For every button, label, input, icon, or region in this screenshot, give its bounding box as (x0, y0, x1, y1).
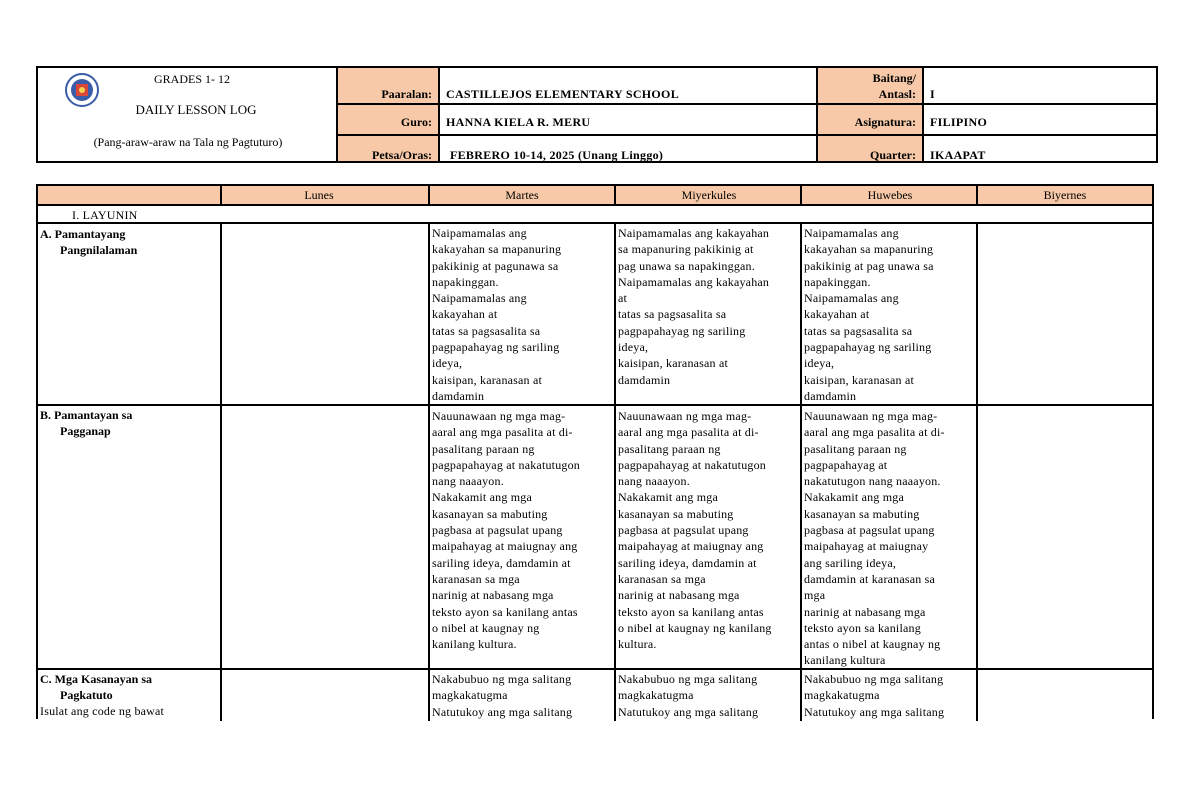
divider-row-b-c (38, 668, 1152, 670)
quarter-label: Quarter: (870, 148, 916, 162)
col-divider-1 (220, 222, 222, 721)
header-row-divider-1 (336, 103, 1156, 105)
guro-label: Guro: (400, 115, 432, 129)
row-a-label-line2: Pangnilalaman (60, 243, 138, 257)
lesson-plan-table (36, 184, 1154, 719)
row-c-huwebes-cell: Nakabubuo ng mga salitang magkakatugma Natutukoy ang mga salitang (804, 672, 945, 719)
row-b-label-line1: B. Pamantayan sa (40, 408, 133, 422)
row-a-miyerkules-cell: Naipamamalas ang kakayahan sa mapanuring pakikinig at pag unawa sa napakinggan. Naipamamalas ang kakayahan at tatas sa pagsasalita sa pagpapahayag ng sariling ideya, kaisipan, karanasan at damdamin (618, 226, 770, 387)
petsa-value: FEBRERO 10-14, 2025 (Unang Linggo) (450, 148, 664, 162)
quarter-value: IKAAPAT (930, 148, 986, 162)
col-divider-5 (976, 222, 978, 721)
col-divider-1-header (220, 186, 222, 204)
paaralan-label: Paaralan: (381, 87, 432, 101)
col-divider-3 (614, 222, 616, 721)
row-c-label-line3: Isulat ang code ng bawat (40, 704, 165, 718)
baitang-value: I (930, 87, 935, 101)
lesson-log-header (36, 66, 1158, 163)
col-divider-3-header (614, 186, 616, 204)
baitang-label-line2: Antasl: (878, 87, 916, 101)
row-a-martes-cell: Naipamamalas ang kakayahan sa mapanuring pakikinig at pagunawa sa napakinggan. Naipamamalas ang kakayahan at tatas sa pagsasalita sa pagpapahayag ng sariling ideya, kaisipan, karanasan at damdamin (432, 226, 562, 403)
col-header-martes: Martes (505, 188, 539, 202)
paaralan-value: CASTILLEJOS ELEMENTARY SCHOOL (446, 87, 679, 101)
col-header-huwebes: Huwebes (867, 188, 913, 202)
row-b-miyerkules-cell: Nauunawaan ng mga mag- aaral ang mga pasalita at di- pasalitang paraan ng pagpapahayag at nakatutugon nang naaayon. Nakakamit ang mga kasanayan sa mabuting pagbasa at pagsulat upang maipahayag at maiugnay ang sariling ideya, damdamin at karanasan sa mga narinig at nabasang mga teksto ayon sa kanilang antas o nibel at kaugnay ng kanilang kultura. (618, 409, 772, 652)
col-header-lunes: Lunes (304, 188, 334, 202)
doc-title: DAILY LESSON LOG (135, 102, 257, 117)
row-c-label-line2: Pagkatuto (60, 688, 113, 702)
divider-below-section (38, 222, 1152, 224)
col-divider-4-header (800, 186, 802, 204)
col-divider-5-header (976, 186, 978, 204)
baitang-label-line1: Baitang/ (872, 71, 916, 85)
col-divider-4 (800, 222, 802, 721)
row-c-martes-cell: Nakabubuo ng mga salitang magkakatugma Natutukoy ang mga salitang (432, 672, 573, 719)
section-title-layunin: I. LAYUNIN (72, 208, 138, 222)
header-row-divider-2 (336, 134, 1156, 136)
row-a-huwebes-cell: Naipamamalas ang kakayahan sa mapanuring pakikinig at pag unawa sa napakinggan. Naipamamalas ang kakayahan at tatas sa pagsasalita sa pagpapahayag ng sariling ideya, kaisipan, karanasan at damdamin (804, 226, 934, 403)
asignatura-label: Asignatura: (854, 115, 916, 129)
col-divider-2 (428, 222, 430, 721)
row-c-label-line1: C. Mga Kasanayan sa (40, 672, 153, 686)
row-c-miyerkules-cell: Nakabubuo ng mga salitang magkakatugma Natutukoy ang mga salitang (618, 672, 759, 719)
grades-label: GRADES 1- 12 (153, 72, 230, 86)
row-a-label-line1: A. Pamantayang (40, 227, 126, 241)
col-header-miyerkules: Miyerkules (681, 188, 737, 202)
col-header-biyernes: Biyernes (1043, 188, 1087, 202)
divider-row-a-b (38, 404, 1152, 406)
row-b-martes-cell: Nauunawaan ng mga mag- aaral ang mga pasalita at di- pasalitang paraan ng pagpapahayag at nakatutugon nang naaayon. Nakakamit ang mga kasanayan sa mabuting pagbasa at pagsulat upang maipahayag at maiugnay ang sariling ideya, damdamin at karanasan sa mga narinig at nabasang mga teksto ayon sa kanilang antas o nibel at kaugnay ng kanilang kultura. (432, 409, 581, 652)
doc-subtitle: (Pang-araw-araw na Tala ng Pagtuturo) (93, 135, 283, 149)
row-b-label-line2: Pagganap (60, 424, 111, 438)
asignatura-value: FILIPINO (930, 115, 988, 129)
col-divider-2-header (428, 186, 430, 204)
petsa-label: Petsa/Oras: (372, 148, 432, 162)
guro-value: HANNA KIELA R. MERU (446, 115, 591, 129)
row-b-huwebes-cell: Nauunawaan ng mga mag- aaral ang mga pasalita at di- pasalitang paraan ng pagpapahayag at nakatutugon nang naaayon. Nakakamit ang mga kasanayan sa mabuting pagbasa at pagsulat upang maipahayag at maiugnay ang sariling ideya, damdamin at karanasan sa mga narinig at nabasang mga teksto ayon sa kanilang antas o nibel at kaugnay ng kanilang kultura (804, 409, 945, 668)
divider-below-header (38, 204, 1152, 206)
